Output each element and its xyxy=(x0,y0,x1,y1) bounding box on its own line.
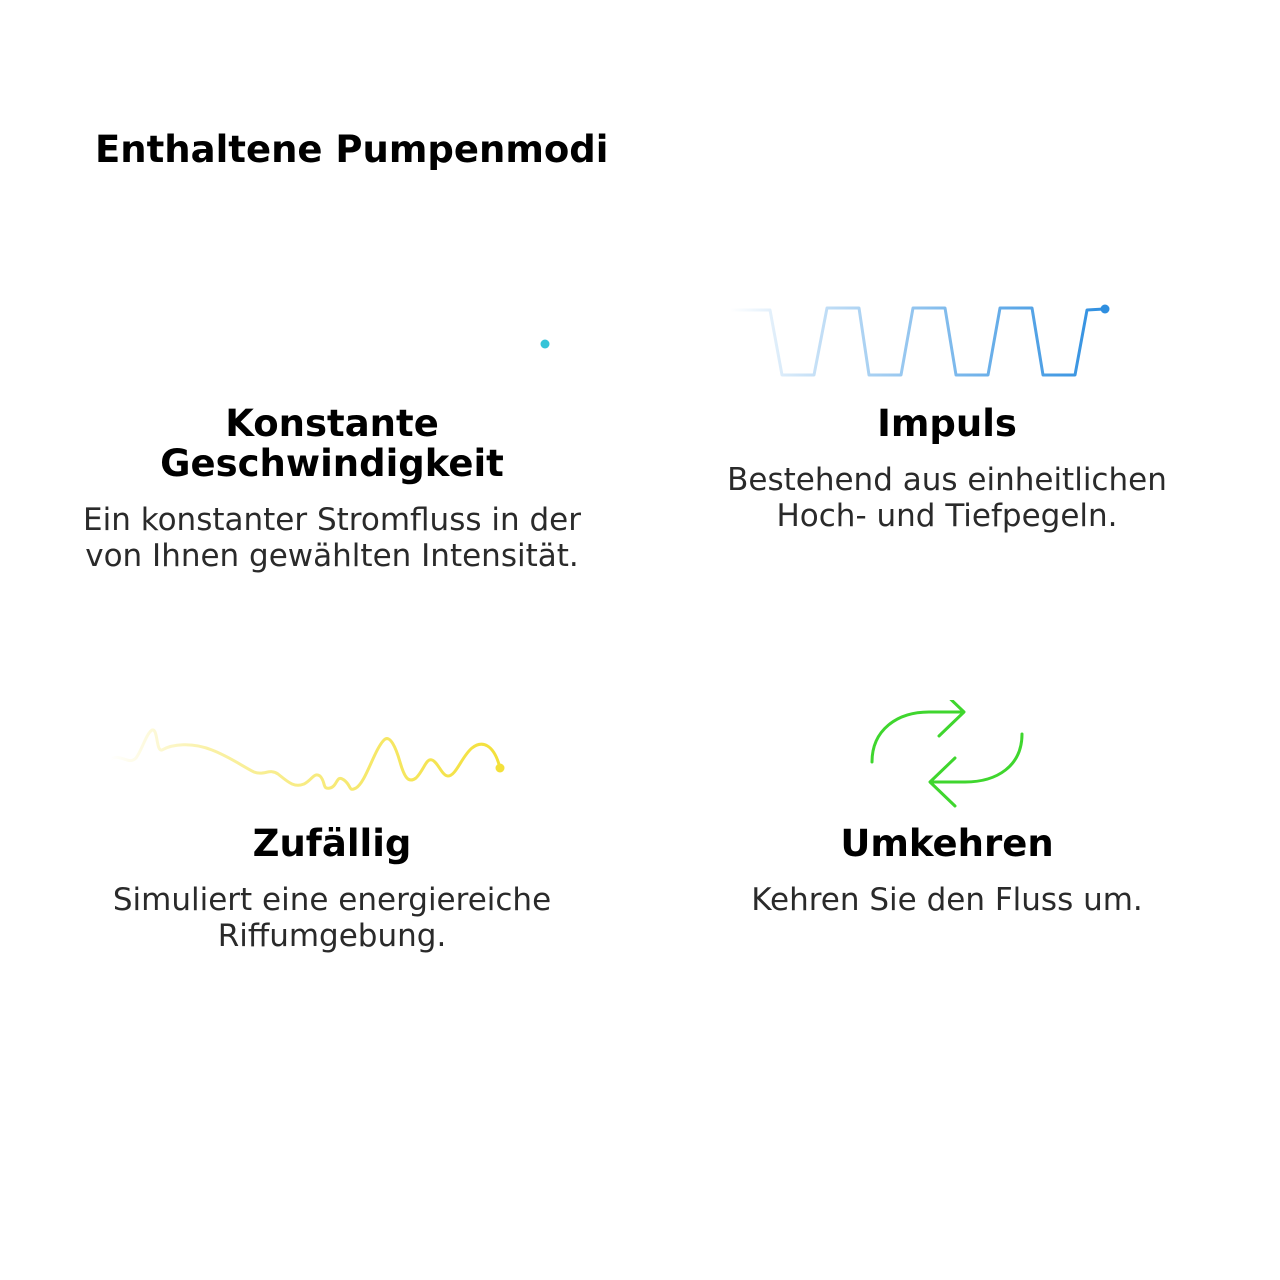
mode-description-line: von Ihnen gewählten Intensität. xyxy=(85,538,579,574)
mode-card-constant-speed xyxy=(32,280,632,600)
mode-heading-line: Umkehren xyxy=(840,822,1054,865)
mode-description-line: Ein konstanter Stromfluss in der xyxy=(83,502,581,538)
reverse-arrows-icon xyxy=(647,700,1247,830)
mode-description xyxy=(32,502,632,574)
mode-heading-line: Geschwindigkeit xyxy=(160,442,504,485)
page-title: Enthaltene Pumpenmodi xyxy=(95,128,609,171)
mode-description-line: Riffumgebung. xyxy=(217,918,447,954)
pulse-wave-icon xyxy=(647,280,1247,410)
mode-heading-line: Impuls xyxy=(877,402,1017,445)
mode-description-line: Bestehend aus einheitlichen xyxy=(727,462,1167,498)
mode-heading-line: Zufällig xyxy=(252,822,412,865)
mode-description xyxy=(647,462,1247,534)
constant-flow-line-icon xyxy=(32,280,632,410)
mode-heading-line: Konstante xyxy=(225,402,439,445)
mode-heading xyxy=(647,404,1247,444)
mode-heading xyxy=(647,824,1247,864)
random-wave-icon xyxy=(32,700,632,830)
mode-card-reverse xyxy=(647,700,1247,1000)
mode-description xyxy=(32,882,632,954)
mode-card-impulse xyxy=(647,280,1247,600)
mode-description-line: Kehren Sie den Fluss um. xyxy=(751,882,1143,918)
mode-heading xyxy=(32,824,632,864)
mode-description xyxy=(647,882,1247,918)
mode-description-line: Hoch- und Tiefpegeln. xyxy=(776,498,1118,534)
mode-heading xyxy=(32,404,632,484)
mode-description-line: Simuliert eine energiereiche xyxy=(112,882,552,918)
mode-card-random xyxy=(32,700,632,1000)
